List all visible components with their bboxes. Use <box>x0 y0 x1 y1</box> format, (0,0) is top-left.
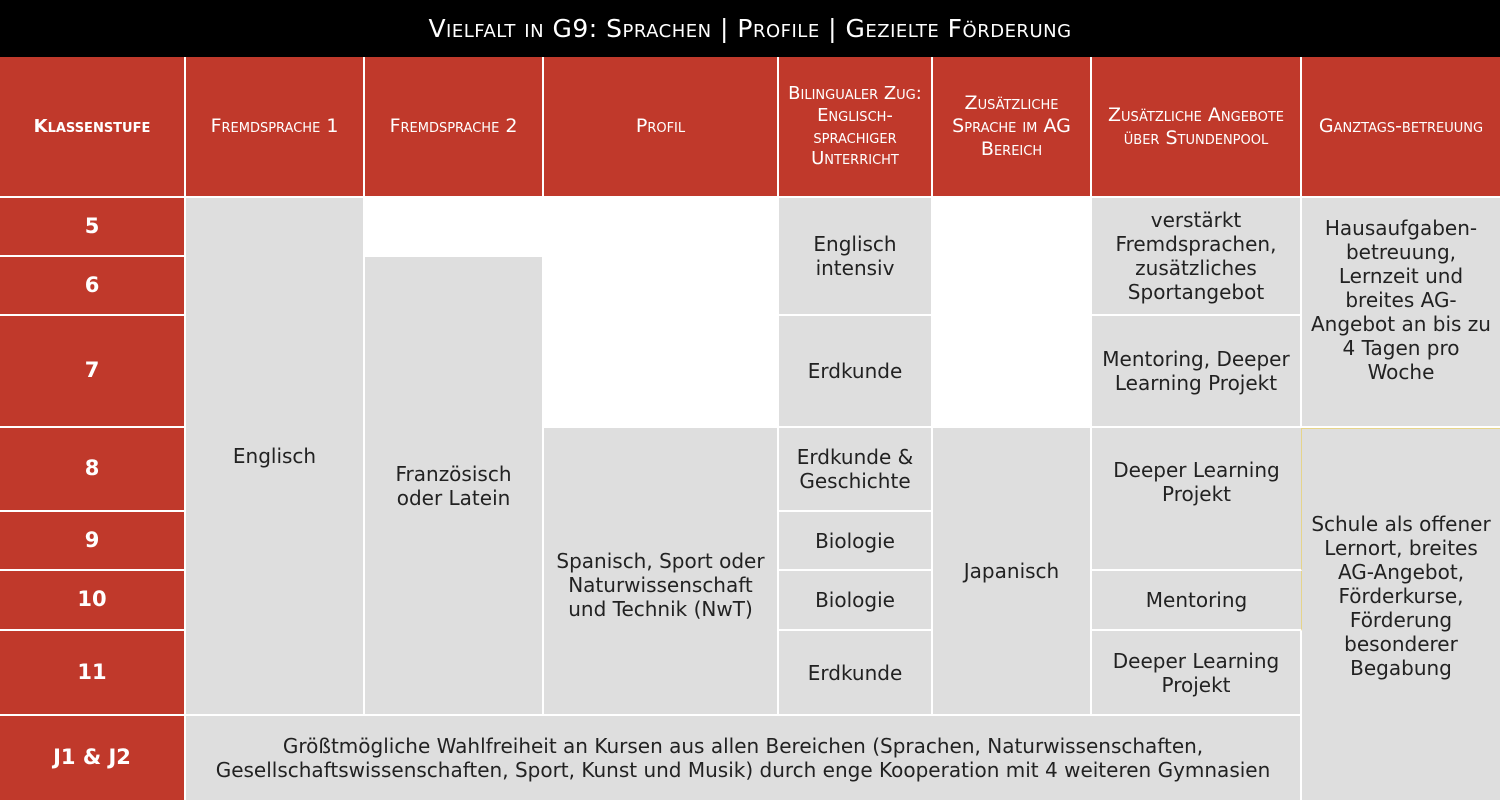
cell-bili-10: Biologie <box>779 571 933 631</box>
grade-7: 7 <box>0 316 186 428</box>
page-title: Vielfalt in G9: Sprachen | Profile | Gezielte Förderung <box>0 0 1500 57</box>
grade-10: 10 <box>0 571 186 631</box>
header-zusaetzliche-angebote: Zusätzliche Angebote über Stundenpool <box>1092 57 1302 198</box>
cell-fremdsprache-2: Französisch oder Latein <box>365 257 544 716</box>
header-ganztagsbetreuung: Ganztags-betreuung <box>1302 57 1500 198</box>
cell-fremdsprache-1: Englisch <box>186 198 365 716</box>
cell-bili-8: Erdkunde & Geschichte <box>779 428 933 512</box>
cell-bili-5-6: Englisch intensiv <box>779 198 933 316</box>
grade-6: 6 <box>0 257 186 316</box>
cell-angebote-10: Mentoring <box>1092 571 1302 631</box>
cell-j1-j2: Größtmögliche Wahlfreiheit an Kursen aus allen Bereichen (Sprachen, Naturwissenschaften, Gesellschaftswissenschaften, Sport, Kunst und Musik) durch enge Kooperation mit 4 weiteren Gymnasien <box>186 716 1302 800</box>
cell-profil: Spanisch, Sport oder Naturwissenschaft und Technik (NwT) <box>544 428 779 716</box>
header-klassenstufe: Klassenstufe <box>0 57 186 198</box>
cell-angebote-5-6: verstärkt Fremdsprachen, zusätzliches Sportangebot <box>1092 198 1302 316</box>
cell-zusaetzliche-sprache: Japanisch <box>933 428 1092 716</box>
grade-8: 8 <box>0 428 186 512</box>
header-zusaetzliche-sprache: Zusätzliche Sprache im AG Bereich <box>933 57 1092 198</box>
cell-angebote-7: Mentoring, Deeper Learning Projekt <box>1092 316 1302 428</box>
grade-11: 11 <box>0 631 186 716</box>
overview-table <box>0 57 1500 800</box>
cell-empty <box>544 198 779 428</box>
cell-empty <box>933 198 1092 428</box>
cell-ganztag-5-7: Hausaufgaben-betreuung, Lernzeit und breites AG-Angebot an bis zu 4 Tagen pro Woche <box>1302 198 1500 428</box>
cell-bili-9: Biologie <box>779 512 933 571</box>
header-fremdsprache-1: Fremdsprache 1 <box>186 57 365 198</box>
cell-angebote-8-9: Deeper Learning Projekt <box>1092 428 1302 571</box>
grade-5: 5 <box>0 198 186 257</box>
cell-ganztag-8-j2: Schule als offener Lernort, breites AG-Angebot, Förderkurse, Förderung besonderer Begabung <box>1302 428 1500 800</box>
header-fremdsprache-2: Fremdsprache 2 <box>365 57 544 198</box>
cell-empty <box>365 198 544 257</box>
header-profil: Profil <box>544 57 779 198</box>
cell-angebote-11: Deeper Learning Projekt <box>1092 631 1302 716</box>
header-bilingualer-zug: Bilingualer Zug: Englisch-sprachiger Unterricht <box>779 57 933 198</box>
grade-j1-j2: J1 & J2 <box>0 716 186 800</box>
cell-bili-7: Erdkunde <box>779 316 933 428</box>
grade-9: 9 <box>0 512 186 571</box>
cell-bili-11: Erdkunde <box>779 631 933 716</box>
